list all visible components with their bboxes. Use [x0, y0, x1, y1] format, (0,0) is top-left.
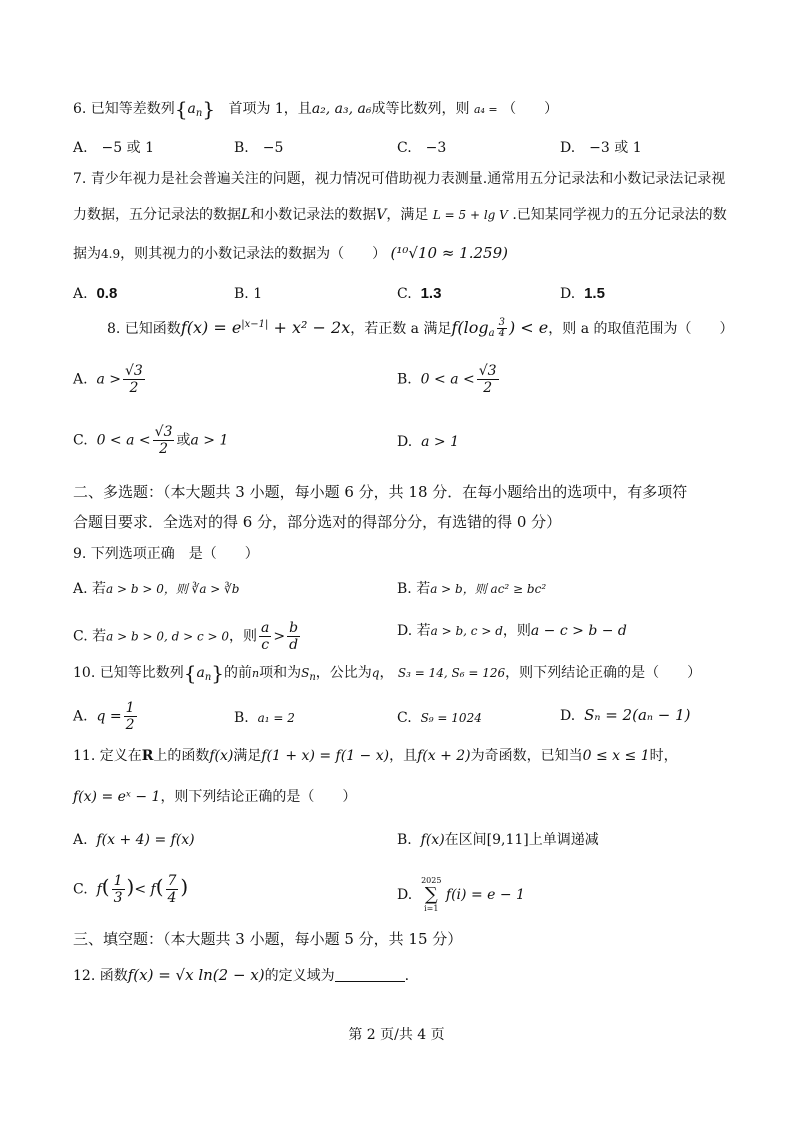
question-6-stem: 6. 已知等差数列$\{a_n\}$ 首项为 1，且a₂, a₃, a₆成等比数列，则 a₄ = （ ） — [73, 97, 559, 121]
q6-option-a[interactable]: A. −5 或 1 — [73, 140, 155, 156]
q9-option-c[interactable]: C. 若a > b > 0, d > c > 0，则 $\frac{a}{c}$ > $\frac{b}{d}$ — [73, 620, 299, 653]
question-9-stem: 9. 下列选项正确 是（ ） — [73, 546, 259, 562]
answer-blank[interactable] — [335, 967, 405, 982]
summation: 2025 ∑ i=1 — [421, 876, 442, 913]
q8-option-b[interactable]: B. 0 < a < $\frac{√3}{2}$ — [397, 363, 497, 396]
q11-option-d[interactable]: D. 2025 ∑ i=1 f(i) = e − 1 — [397, 876, 525, 913]
question-7-line-3: 据为4.9，则其视力的小数记录法的数据为（ ） (¹⁰√10 ≈ 1.259) — [73, 244, 508, 262]
question-8-stem: 8. 已知函数$f(x) = e^{|x-1|} + x^2 - 2x$，若正数 a 满足$f(\log_a$ $\frac{3}{4}$ ) < e，则 a 的取值范围为（ ） — [107, 317, 734, 339]
q7-option-a[interactable]: A. 0.8 — [73, 285, 118, 302]
section-2-header-line-1: 二、多选题：（本大题共 3 小题，每小题 6 分，共 18 分．在每小题给出的选项中，有多项符 — [73, 483, 688, 501]
q9-option-b[interactable]: B. 若a > b，则 ac² ≥ bc² — [397, 581, 547, 597]
q8-option-d[interactable]: D. a > 1 — [397, 434, 459, 450]
q6-option-d[interactable]: D. −3 或 1 — [560, 140, 642, 156]
q6-option-c[interactable]: C. −3 — [397, 140, 447, 156]
q7-option-b[interactable]: B. 1 — [234, 286, 263, 302]
q7-option-c[interactable]: C. 1.3 — [397, 285, 442, 302]
q9-option-d[interactable]: D. 若a > b, c > d，则a − c > b − d — [397, 623, 627, 639]
section-2-header-line-2: 合题目要求．全选对的得 6 分，部分选对的得部分分，有选错的得 0 分） — [73, 513, 562, 531]
q8-option-c[interactable]: C. 0 < a < $\frac{√3}{2}$ 或a > 1 — [73, 424, 229, 457]
question-11-line-1: 11. 定义在R上的函数f(x)满足f(1 + x) = f(1 − x)，且f(x + 2)为奇函数，已知当0 ≤ x ≤ 1时， — [73, 748, 678, 764]
q6-option-b[interactable]: B. −5 — [234, 140, 284, 156]
approximation-hint: (¹⁰√10 ≈ 1.259) — [390, 244, 508, 262]
question-7-line-1: 7. 青少年视力是社会普遍关注的问题，视力情况可借助视力表测量.通常用五分记录法和小数记录法记录视 — [73, 171, 726, 187]
q10-option-d[interactable]: D. Sₙ = 2(aₙ − 1) — [560, 706, 691, 724]
section-3-header: 三、填空题：（本大题共 3 小题，每小题 5 分，共 15 分） — [73, 930, 463, 948]
q8-option-a[interactable]: A. a > $\frac{√3}{2}$ — [73, 363, 143, 396]
question-11-line-2: f(x) = eˣ − 1，则下列结论正确的是（ ） — [73, 789, 357, 805]
question-12-stem: 12. 函数f(x) = √x ln(2 − x)的定义域为 . — [73, 966, 410, 984]
question-7-line-2: 力数据，五分记录法的数据L和小数记录法的数据V，满足 L = 5 + lg V .已知某同学视力的五分记录法的数 — [73, 207, 727, 223]
q10-option-c[interactable]: C. S₉ = 1024 — [397, 710, 482, 726]
q9-option-a[interactable]: A. 若a > b > 0，则 ∛a > ∛b — [73, 581, 240, 597]
q10-option-a[interactable]: A. q = $\frac{1}{2}$ — [73, 700, 135, 733]
q11-option-c[interactable]: C. f( $\frac{1}{3}$ )< f( $\frac{7}{4}$ ) — [73, 873, 189, 906]
q11-option-a[interactable]: A. f(x + 4) = f(x) — [73, 832, 195, 848]
q11-option-b[interactable]: B. f(x)在区间[9,11]上单调递减 — [397, 832, 599, 848]
q10-option-b[interactable]: B. a₁ = 2 — [234, 710, 295, 726]
question-10-stem: 10. 已知等比数列$\{a_n\}$的前n项和为$S_n$，公比为q， S₃ = 14, S₆ = 126，则下列结论正确的是（ ） — [73, 661, 702, 685]
page-footer: 第 2 页/共 4 页 — [348, 1027, 445, 1043]
q7-option-d[interactable]: D. 1.5 — [560, 285, 605, 302]
